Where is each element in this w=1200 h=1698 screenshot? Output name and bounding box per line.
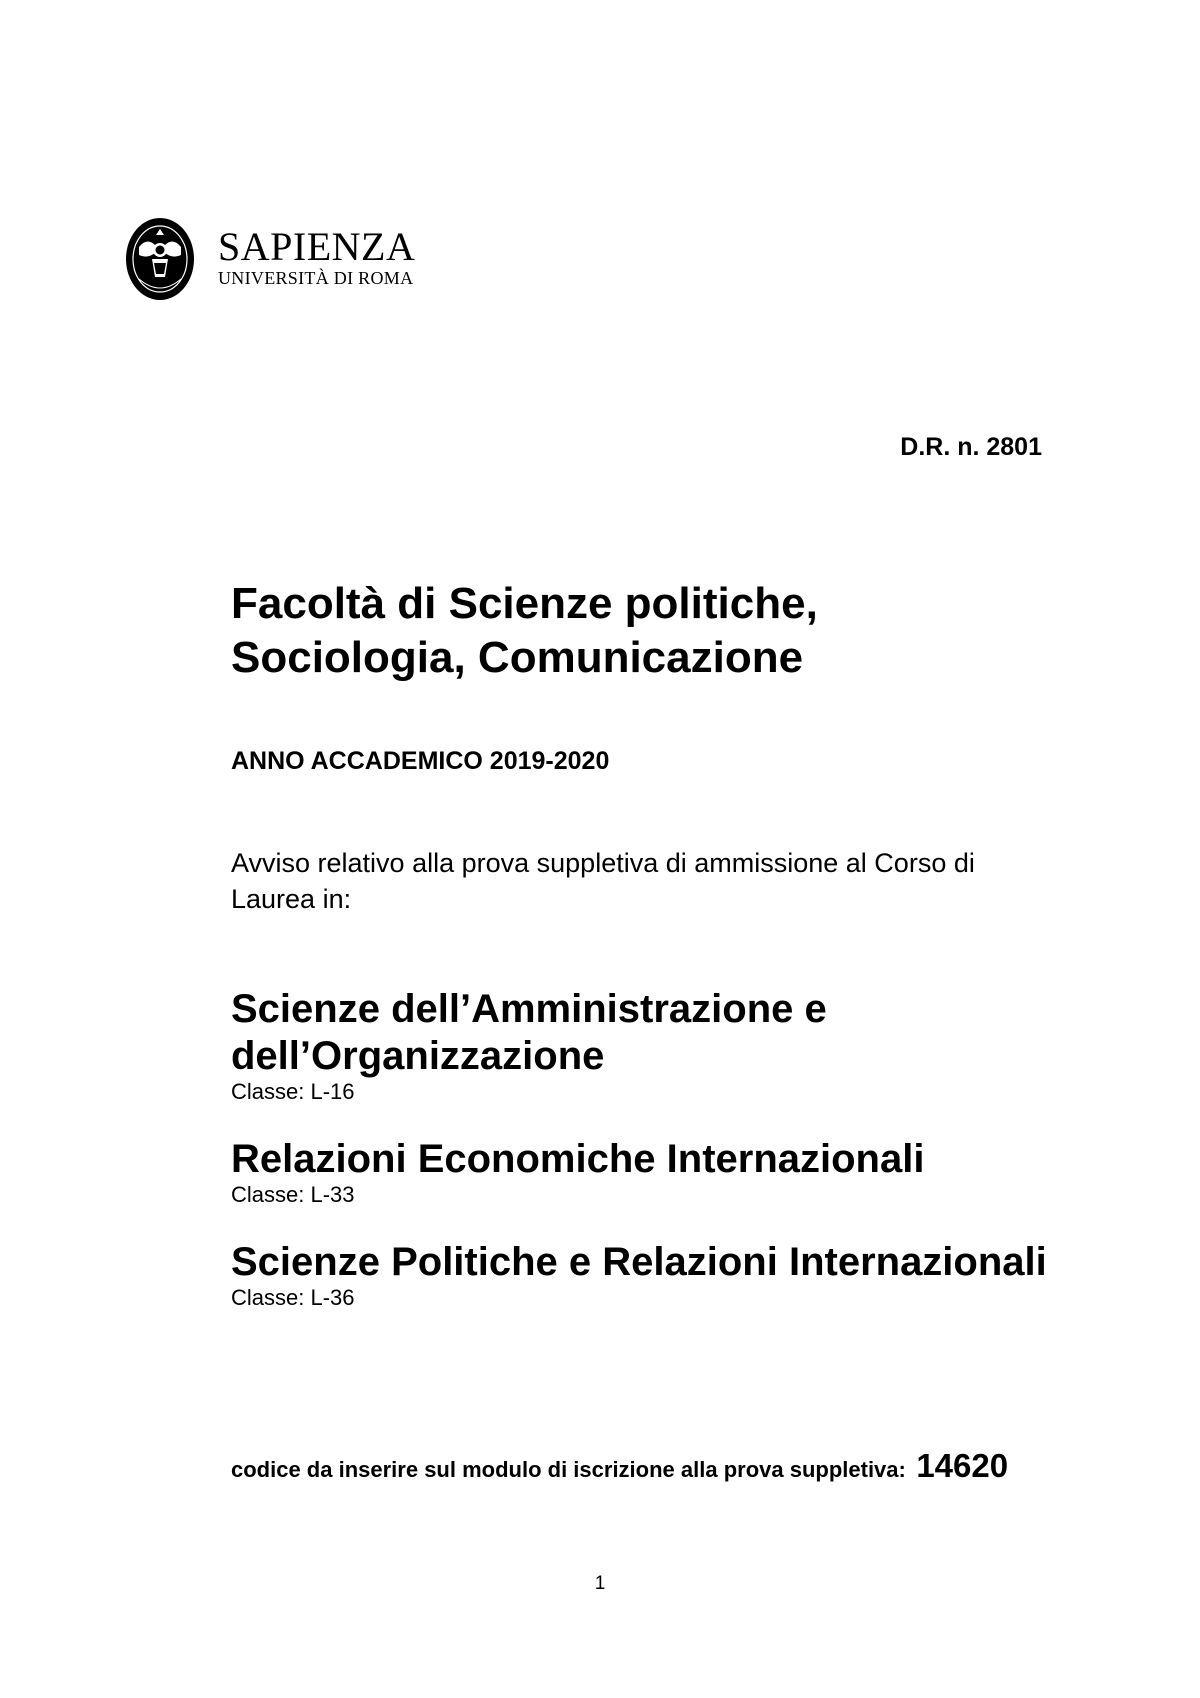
registration-code-value: 14620 — [916, 1447, 1009, 1484]
course-class: Classe: L-16 — [231, 1079, 355, 1104]
notice-text: Avviso relativo alla prova suppletiva di ammissione al Corso di Laurea in: — [231, 848, 975, 914]
course-item — [231, 1136, 1111, 1207]
course-class: Classe: L-33 — [231, 1182, 355, 1207]
university-name: SAPIENZA — [218, 224, 416, 269]
course-name: Scienze Politiche e Relazioni Internazionali — [231, 1240, 1047, 1284]
registration-code-line — [231, 1447, 1008, 1485]
faculty-title — [231, 577, 1051, 685]
faculty-title-line2: Sociologia, Comunicazione — [231, 633, 804, 682]
course-name: Relazioni Economiche Internazionali — [231, 1137, 925, 1181]
seal-icon — [125, 217, 195, 301]
decree-number: D.R. n. 2801 — [900, 433, 1042, 461]
course-item — [231, 986, 1111, 1104]
course-class: Classe: L-36 — [231, 1285, 355, 1310]
registration-code-label: codice da inserire sul modulo di iscrizione alla prova suppletiva: — [231, 1457, 906, 1482]
course-name-line1: Scienze dell’Amministrazione e — [231, 987, 827, 1031]
course-item — [231, 1239, 1111, 1310]
faculty-title-line1: Facoltà di Scienze politiche, — [231, 579, 818, 628]
university-wordmark — [218, 226, 418, 296]
page-number: 1 — [594, 1573, 606, 1594]
course-name — [231, 986, 1111, 1080]
university-subtitle: UNIVERSITÀ DI ROMA — [218, 268, 414, 288]
course-name-line2: dell’Organizzazione — [231, 1034, 605, 1078]
university-seal-logo — [125, 217, 195, 301]
academic-year: ANNO ACCADEMICO 2019-2020 — [231, 747, 610, 775]
